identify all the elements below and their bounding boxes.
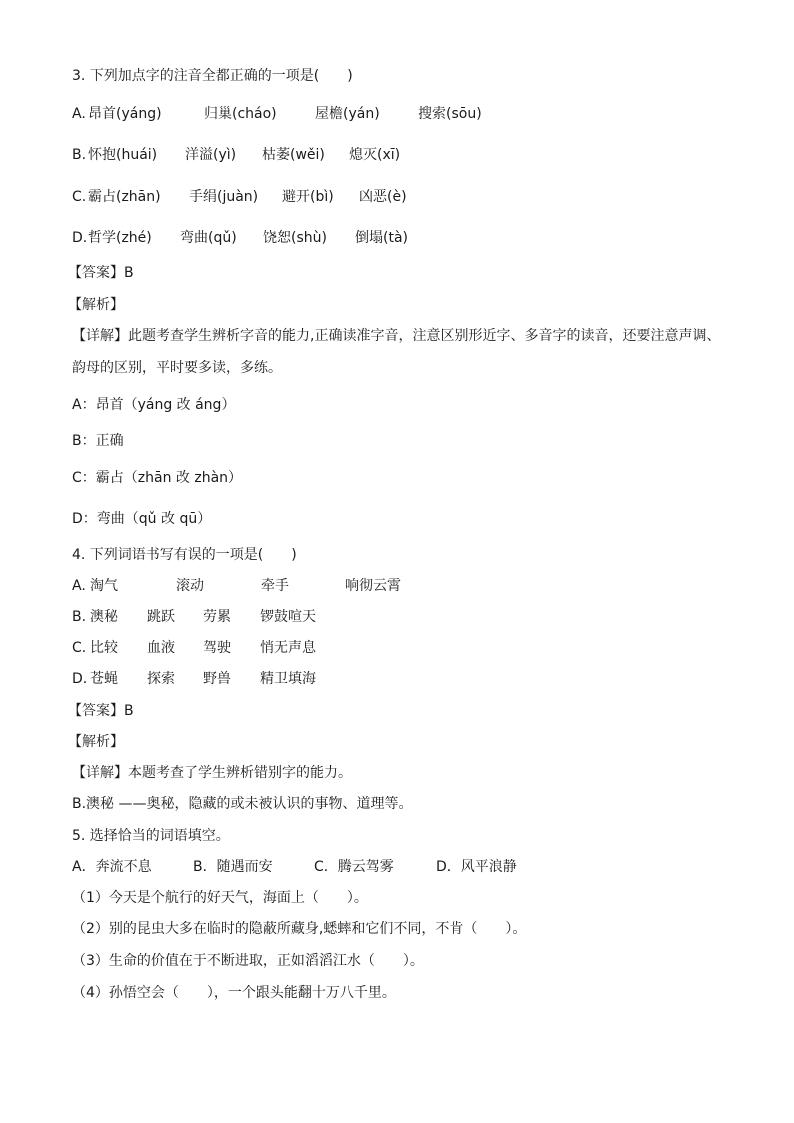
option-item: 饶恕(shù): [263, 230, 327, 246]
option-item: 熄灭(xī): [349, 147, 401, 163]
option-item: 归巢(cháo): [204, 106, 277, 122]
option-item: 搜索(sōu): [418, 106, 482, 122]
option-item: 驾驶: [203, 640, 231, 656]
option-label: A.: [72, 578, 86, 594]
q3-note-b: B：正确: [72, 433, 124, 449]
choice-d: D．风平浪静: [436, 859, 517, 875]
q3-note-a: A：昂首（yáng 改 áng）: [72, 397, 236, 413]
option-item: 淘气: [90, 578, 118, 594]
q3-detail-line1: 【详解】此题考查学生辨析字音的能力,正确读准字音，注意区别形近字、多音字的读音，还要注意声调、: [72, 328, 721, 344]
option-item: 野兽: [203, 671, 231, 687]
option-item: 血液: [147, 640, 175, 656]
option-item: 探索: [147, 671, 175, 687]
option-item: 跳跃: [147, 609, 175, 625]
option-item: 精卫填海: [260, 671, 316, 687]
option-item: 哲学(zhé): [88, 230, 152, 246]
option-item: 滚动: [176, 578, 204, 594]
q3-analysis-title: 【解析】: [68, 297, 124, 313]
option-item: 昂首(yáng): [88, 106, 162, 122]
option-item: 澳秘: [90, 609, 118, 625]
q4-note: B.澳秘 ——奥秘，隐藏的或未被认识的事物、道理等。: [72, 796, 413, 812]
q3-detail-line2: 韵母的区别，平时要多读，多练。: [72, 360, 282, 376]
q4-answer: 【答案】B: [68, 703, 134, 719]
q3-answer: 【答案】B: [68, 265, 134, 281]
choice-b: B．随遇而安: [193, 859, 273, 875]
q5-blank-1: （1）今天是个航行的好天气，海面上（ ）。: [72, 890, 368, 906]
option-item: 怀抱(huái): [88, 147, 158, 163]
option-item: 响彻云霄: [345, 578, 401, 594]
option-item: 牵手: [261, 578, 289, 594]
choice-a: A．奔流不息: [72, 859, 152, 875]
option-item: 霸占(zhān): [88, 189, 161, 205]
option-item: 苍蝇: [90, 671, 118, 687]
option-item: 凶恶(è): [359, 189, 407, 205]
option-item: 弯曲(qǔ): [180, 230, 237, 246]
q4-detail: 【详解】本题考查了学生辨析错别字的能力。: [72, 765, 352, 781]
option-item: 手绢(juàn): [189, 189, 259, 205]
q4-stem: 4. 下列词语书写有误的一项是( ): [72, 547, 297, 563]
option-item: 比较: [90, 640, 118, 656]
option-item: 枯萎(wěi): [262, 147, 325, 163]
q3-stem: 3. 下列加点字的注音全都正确的一项是( ): [72, 68, 353, 84]
q5-blank-4: （4）孙悟空会（ ），一个跟头能翻十万八千里。: [72, 985, 396, 1001]
option-label: A.: [72, 106, 86, 122]
q3-note-d: D：弯曲（qǔ 改 qū）: [72, 511, 212, 527]
choice-c: C．腾云驾雾: [314, 859, 394, 875]
option-label: B.: [72, 609, 87, 625]
option-item: 屋檐(yán): [315, 106, 380, 122]
option-item: 倒塌(tà): [355, 230, 408, 246]
option-label: B.: [72, 147, 87, 163]
q4-analysis-title: 【解析】: [68, 734, 124, 750]
option-label: D.: [72, 671, 88, 687]
option-label: C.: [72, 640, 87, 656]
option-item: 避开(bì): [282, 189, 334, 205]
option-item: 悄无声息: [260, 640, 316, 656]
option-item: 劳累: [203, 609, 231, 625]
q3-note-c: C：霸占（zhān 改 zhàn）: [72, 470, 243, 486]
q5-blank-2: （2）别的昆虫大多在临时的隐蔽所藏身,蟋蟀和它们不同，不肯（ ）。: [72, 921, 527, 937]
option-item: 锣鼓喧天: [260, 609, 316, 625]
q5-blank-3: （3）生命的价值在于不断进取，正如滔滔江水（ ）。: [72, 953, 424, 969]
option-item: 洋溢(yì): [185, 147, 237, 163]
q5-stem: 5. 选择恰当的词语填空。: [72, 828, 230, 844]
option-label: D.: [72, 230, 88, 246]
option-label: C.: [72, 189, 87, 205]
